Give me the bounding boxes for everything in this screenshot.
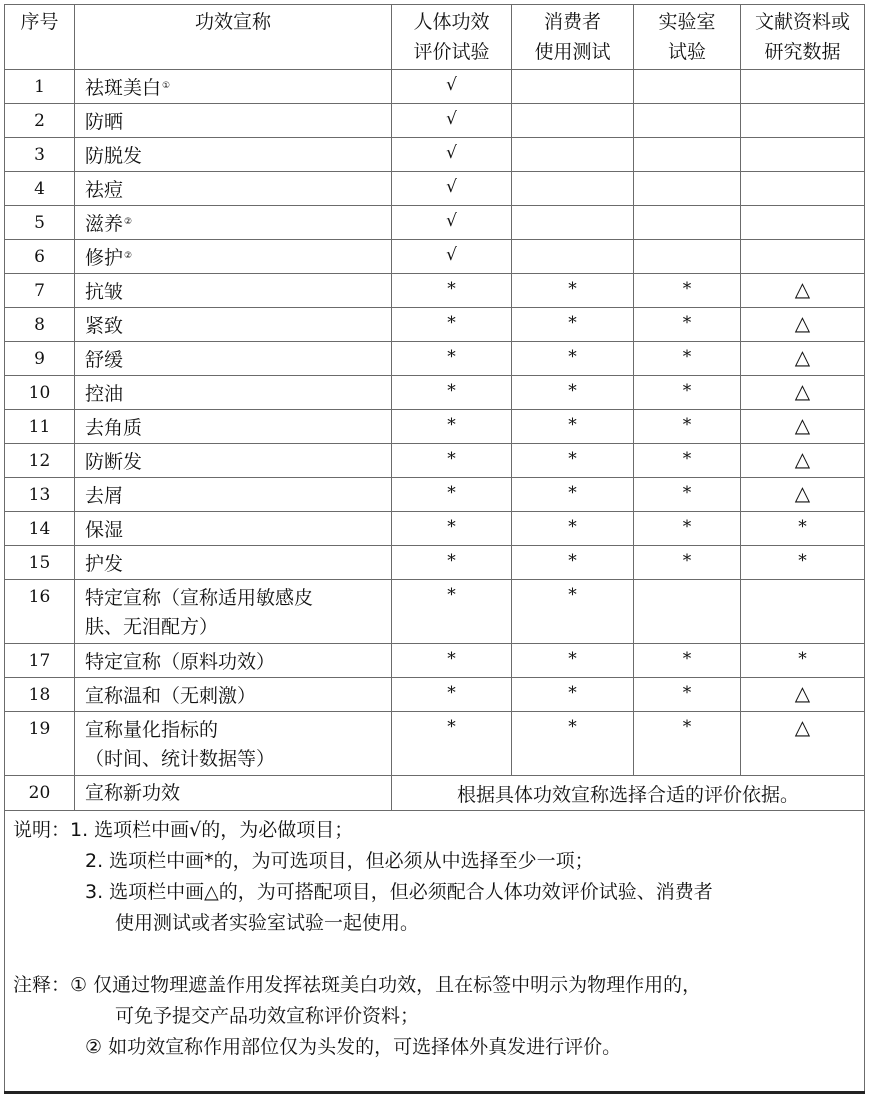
mark-lab: * [634,410,741,444]
claim-text: 抗皱 [85,281,124,303]
row-number: 20 [5,776,75,811]
annotation-line-2: 可免予提交产品功效宣称评价资料； [115,1005,420,1027]
mark-human: * [392,342,512,376]
mark-literature: △ [741,712,865,776]
claim-text: 宣称量化指标的 （时间、统计数据等） [85,719,276,770]
row-claim [75,342,392,376]
table-row [5,512,865,546]
mark-lab: * [634,546,741,580]
claim-text: 防晒 [85,111,124,133]
mark-literature: △ [741,478,865,512]
table-row [5,172,865,206]
row-claim [75,274,392,308]
row-number: 13 [5,478,75,512]
explain-line-2: 2. 选项栏中画*的，为可选项目，但必须从中选择至少一项； [85,850,594,872]
mark-literature: * [741,512,865,546]
mark-human: √ [392,70,512,104]
row-claim [75,580,392,644]
claim-text: 去角质 [85,417,143,439]
row-number: 12 [5,444,75,478]
annotation-line-3: ② 如功效宣称作用部位仅为头发的，可选择体外真发进行评价。 [85,1036,622,1058]
claim-text: 紧致 [85,315,124,337]
table-row [5,104,865,138]
mark-human: * [392,512,512,546]
mark-lab: * [634,678,741,712]
row-number: 3 [5,138,75,172]
table-row [5,342,865,376]
row-claim [75,308,392,342]
mark-human: √ [392,172,512,206]
mark-consumer: * [512,644,634,678]
mark-consumer: * [512,376,634,410]
mark-lab [634,138,741,172]
claim-text: 护发 [85,553,124,575]
row-number: 1 [5,70,75,104]
mark-human: * [392,444,512,478]
table-body [5,70,865,1093]
mark-lab: * [634,512,741,546]
mark-human: * [392,308,512,342]
annotation-line-1: 注释：① 仅通过物理遮盖作用发挥祛斑美白功效，且在标签中明示为物理作用的， [13,974,702,996]
mark-human: * [392,712,512,776]
row-claim [75,678,392,712]
row-claim [75,712,392,776]
claim-text: 舒缓 [85,349,124,371]
explain-line-4: 使用测试或者实验室试验一起使用。 [115,912,420,934]
table-row [5,478,865,512]
claim-text: 控油 [85,383,124,405]
mark-lab [634,240,741,274]
table-row [5,444,865,478]
explain-line-3: 3. 选项栏中画△的，为可搭配项目，但必须配合人体功效评价试验、消费者 [85,881,713,903]
row-claim [75,70,392,104]
mark-literature: △ [741,308,865,342]
table-row [5,70,865,104]
mark-consumer: * [512,580,634,644]
mark-human: √ [392,138,512,172]
mark-consumer: * [512,546,634,580]
table-row [5,546,865,580]
claim-text: 修护 [85,247,124,269]
row-number: 6 [5,240,75,274]
mark-literature [741,172,865,206]
mark-lab: * [634,444,741,478]
row-claim [75,478,392,512]
header-consumer-test: 消费者 使用测试 [512,5,634,70]
mark-consumer [512,172,634,206]
header-row [5,5,865,70]
mark-literature: △ [741,678,865,712]
mark-consumer: * [512,444,634,478]
row-number: 8 [5,308,75,342]
table-row [5,308,865,342]
mark-lab [634,206,741,240]
notes-row [5,811,865,1093]
claim-text: 滋养 [85,213,124,235]
row-claim [75,138,392,172]
footnote-marker: ② [124,217,133,227]
row-claim: 宣称新功效 [75,776,392,811]
mark-literature [741,206,865,240]
table-row [5,274,865,308]
mark-human: * [392,274,512,308]
header-seq: 序号 [5,5,75,70]
header-claim: 功效宣称 [75,5,392,70]
mark-lab: * [634,308,741,342]
row-number: 9 [5,342,75,376]
row-number: 5 [5,206,75,240]
mark-consumer: * [512,410,634,444]
row-number: 15 [5,546,75,580]
mark-consumer: * [512,512,634,546]
footnote-marker: ② [124,251,133,261]
row-merged-basis: 根据具体功效宣称选择合适的评价依据。 [392,776,865,811]
claim-text: 保湿 [85,519,124,541]
table-row [5,376,865,410]
header-literature: 文献资料或 研究数据 [741,5,865,70]
claim-text: 去屑 [85,485,124,507]
row-claim [75,172,392,206]
row-number: 10 [5,376,75,410]
mark-literature: △ [741,342,865,376]
mark-human: √ [392,104,512,138]
row-number: 16 [5,580,75,644]
row-number: 7 [5,274,75,308]
claim-text: 特定宣称（原料功效） [85,651,276,673]
mark-consumer [512,240,634,274]
mark-literature [741,580,865,644]
row-claim [75,410,392,444]
header-lab-test: 实验室 试验 [634,5,741,70]
table-row [5,410,865,444]
mark-literature: △ [741,376,865,410]
table-row-20 [5,776,865,811]
mark-lab: * [634,342,741,376]
claim-text: 祛痘 [85,179,124,201]
table-row [5,712,865,776]
mark-literature [741,138,865,172]
row-claim [75,206,392,240]
mark-consumer [512,104,634,138]
mark-human: * [392,580,512,644]
document-page [4,4,864,1084]
table-row [5,580,865,644]
row-claim [75,644,392,678]
mark-literature: △ [741,444,865,478]
mark-lab [634,172,741,206]
mark-consumer: * [512,478,634,512]
mark-literature [741,70,865,104]
mark-human: * [392,410,512,444]
mark-lab: * [634,376,741,410]
claim-text: 特定宣称（宣称适用敏感皮 肤、无泪配方） [85,587,314,638]
mark-lab: * [634,644,741,678]
row-number: 18 [5,678,75,712]
row-number: 2 [5,104,75,138]
row-claim [75,104,392,138]
mark-literature: △ [741,410,865,444]
row-claim [75,512,392,546]
table-row [5,644,865,678]
mark-human: √ [392,240,512,274]
mark-consumer: * [512,678,634,712]
header-human-test: 人体功效 评价试验 [392,5,512,70]
claim-text: 防断发 [85,451,143,473]
claim-text: 宣称温和（无刺激） [85,685,257,707]
row-number: 17 [5,644,75,678]
mark-consumer: * [512,342,634,376]
row-number: 14 [5,512,75,546]
mark-consumer: * [512,308,634,342]
mark-human: * [392,546,512,580]
row-claim [75,376,392,410]
mark-lab [634,104,741,138]
row-claim [75,444,392,478]
notes-cell [5,811,865,1093]
table-row [5,206,865,240]
mark-consumer: * [512,274,634,308]
mark-lab [634,70,741,104]
mark-literature: * [741,546,865,580]
mark-human: * [392,376,512,410]
mark-literature: △ [741,274,865,308]
mark-lab: * [634,478,741,512]
mark-human: * [392,478,512,512]
mark-consumer [512,138,634,172]
mark-literature [741,240,865,274]
row-number: 19 [5,712,75,776]
mark-lab: * [634,712,741,776]
mark-human: * [392,644,512,678]
claim-text: 祛斑美白 [85,77,162,99]
mark-literature [741,104,865,138]
table-row [5,678,865,712]
mark-lab: * [634,274,741,308]
row-number: 4 [5,172,75,206]
mark-literature: * [741,644,865,678]
efficacy-claim-table [4,4,865,1094]
mark-human: * [392,678,512,712]
mark-human: √ [392,206,512,240]
row-claim [75,546,392,580]
footnote-marker: ① [162,81,171,91]
mark-lab [634,580,741,644]
mark-consumer [512,206,634,240]
claim-text: 防脱发 [85,145,143,167]
table-row [5,240,865,274]
explain-line-1: 说明：1. 选项栏中画√的，为必做项目； [13,819,354,841]
mark-consumer [512,70,634,104]
table-row [5,138,865,172]
row-claim [75,240,392,274]
row-number: 11 [5,410,75,444]
mark-consumer: * [512,712,634,776]
